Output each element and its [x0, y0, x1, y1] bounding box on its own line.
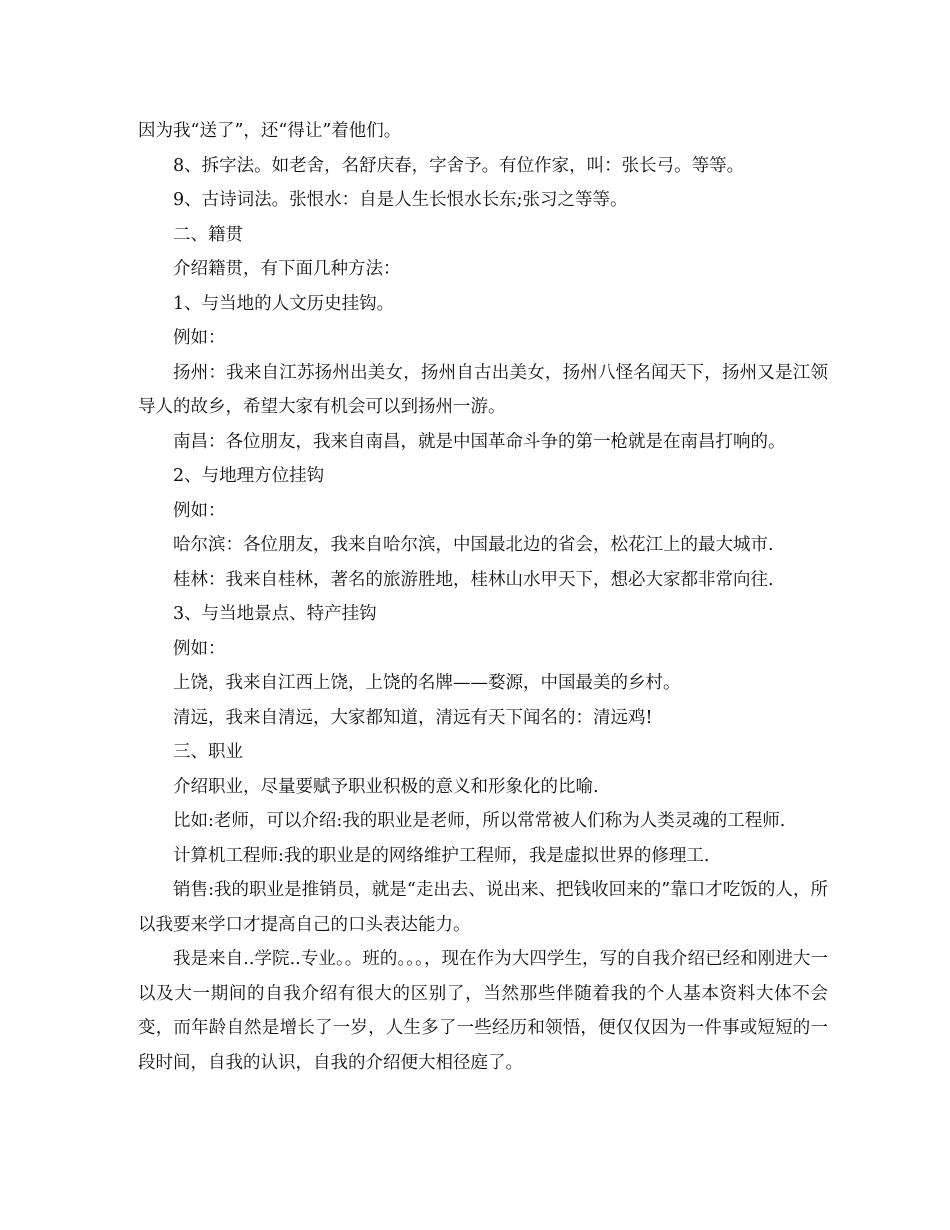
paragraph: 例如： — [173, 500, 226, 521]
paragraph: 8、拆字法。如老舍，名舒庆春，字舍予。有位作家，叫：张长弓。等等。 — [173, 155, 745, 176]
document-body — [138, 114, 828, 1080]
paragraph: 计算机工程师:我的职业是的网络维护工程师，我是虚拟世界的修理工. — [173, 845, 710, 866]
paragraph: 哈尔滨：各位朋友，我来自哈尔滨，中国最北边的省会，松花江上的最大城市. — [173, 535, 774, 555]
paragraph: 我是来自..学院..专业。。班的。。。，现在作为大四学生，写的自我介绍已经和刚进大一以及大一期间的自我介绍有很大的区别了，当然那些伴随着我的个人基本资料大体不会变，而年龄自然是增长了一岁，人生多了一些经历和领悟，便仅仅因为一件事或短短的一段时间，自我的认识，自我的介绍便大相径庭了。 — [138, 949, 828, 1073]
paragraph: 例如： — [173, 638, 226, 659]
paragraph: 上饶，我来自江西上饶，上饶的名牌——婺源，中国最美的乡村。 — [173, 673, 681, 693]
paragraph: 介绍职业，尽量要赋予职业积极的意义和形象化的比喻. — [173, 776, 599, 797]
paragraph: 2、与地理方位挂钩 — [173, 466, 325, 486]
section-heading: 三、职业 — [173, 742, 243, 762]
paragraph: 因为我“送了”，还“得让”着他们。 — [138, 121, 402, 141]
paragraph: 比如:老师，可以介绍:我的职业是老师，所以常常被人们称为人类灵魂的工程师. — [173, 811, 786, 831]
paragraph: 1、与当地的人文历史挂钩。 — [173, 293, 395, 314]
paragraph: 例如： — [173, 328, 226, 348]
section-heading: 二、籍贯 — [173, 224, 243, 245]
paragraph: 3、与当地景点、特产挂钩 — [173, 604, 377, 624]
paragraph: 介绍籍贯，有下面几种方法： — [173, 259, 401, 279]
paragraph: 清远，我来自清远，大家都知道，清远有天下闻名的：清远鸡! — [173, 707, 653, 728]
paragraph: 南昌：各位朋友，我来自南昌，就是中国革命斗争的第一枪就是在南昌打响的。 — [173, 431, 786, 452]
paragraph: 桂林：我来自桂林，著名的旅游胜地，桂林山水甲天下，想必大家都非常向往. — [173, 569, 774, 590]
paragraph: 9、古诗词法。张恨水：自是人生长恨水长东;张习之等等。 — [173, 190, 628, 210]
paragraph: 销售:我的职业是推销员，就是“走出去、说出来、把钱收回来的”靠口才吃饭的人，所以我要来学口才提高自己的口头表达能力。 — [138, 880, 828, 935]
paragraph: 扬州：我来自江苏扬州出美女，扬州自古出美女，扬州八怪名闻天下，扬州又是江领导人的故乡，希望大家有机会可以到扬州一游。 — [138, 362, 828, 417]
